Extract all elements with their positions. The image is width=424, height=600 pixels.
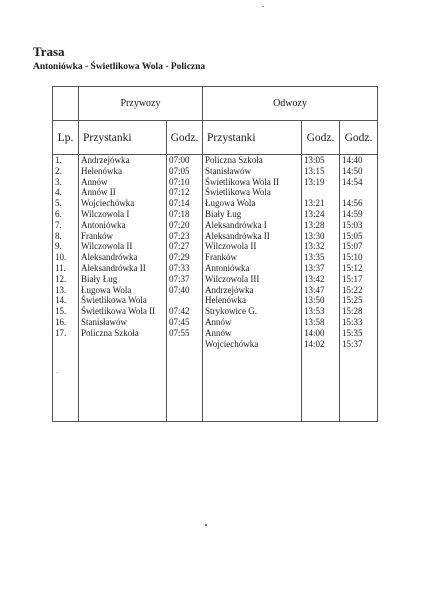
lp-cell: 10. <box>55 252 67 263</box>
return-stops-cell: Annów <box>205 316 232 327</box>
lp-cell: 14. <box>55 295 67 306</box>
return-times-b-cell: 14:59 <box>342 208 363 219</box>
outbound-times-cell: 07:23 <box>169 230 190 241</box>
outbound-times-cell: 07:42 <box>169 306 190 317</box>
return-stops-cell: Wojciechówka <box>205 338 259 349</box>
outbound-stops-cell: Aleksandrówka II <box>81 262 146 273</box>
return-stops-cell: Franków <box>205 252 237 263</box>
return-times-a-cell: 13:24 <box>304 208 325 219</box>
lp-cell: 8. <box>55 230 62 241</box>
group-header-blank <box>53 87 79 121</box>
lp-cell: 13. <box>55 284 67 295</box>
lp-cell: 16. <box>55 316 67 327</box>
outbound-stops-column <box>79 155 167 422</box>
outbound-stops-cell: Policzna Szkoła <box>81 327 139 338</box>
outbound-stops-cell: Świetlikowa Wola <box>81 295 147 306</box>
lp-cell: 5. <box>55 198 62 209</box>
return-times-b-cell: 15:07 <box>342 241 363 252</box>
return-times-a-cell: 13:42 <box>304 273 325 284</box>
outbound-stops-cell: Wilczowola I <box>81 208 130 219</box>
return-times-a-cell: 13:35 <box>304 252 325 263</box>
return-stops-cell: Świetlikowa Wola <box>205 187 271 198</box>
lp-column <box>53 155 79 422</box>
header-return-stops: Przystanki <box>203 121 302 155</box>
return-stops-cell: Aleksandrówka I <box>205 219 267 230</box>
return-stops-cell: Ługowa Wola <box>205 198 256 209</box>
return-times-b-cell: 15:28 <box>342 306 363 317</box>
lp-cell: 7. <box>55 219 62 230</box>
return-times-a-cell: 13:19 <box>304 176 325 187</box>
lp-cell: 2. <box>55 165 62 176</box>
header-return-time-a: Godz. <box>302 121 340 155</box>
outbound-times-cell: 07:10 <box>169 176 190 187</box>
return-times-a-cell: 13:53 <box>304 306 325 317</box>
return-times-a-cell: 13:32 <box>304 241 325 252</box>
group-header-row <box>53 87 378 121</box>
return-stops-cell: Andrzejówka <box>205 284 254 295</box>
return-times-a-column <box>302 155 340 422</box>
timetable <box>52 86 378 422</box>
outbound-stops-cell: Annów II <box>81 187 116 198</box>
lp-cell: 3. <box>55 176 62 187</box>
scan-speck <box>262 6 264 7</box>
lp-cell: 17. <box>55 327 67 338</box>
return-times-a-cell: 14:02 <box>304 338 325 349</box>
lp-cell: 12. <box>55 273 67 284</box>
return-stops-cell: Stanisławów <box>205 165 251 176</box>
return-times-b-cell: 15:22 <box>342 284 363 295</box>
outbound-times-cell: 07:27 <box>169 241 190 252</box>
return-times-b-cell: 15:05 <box>342 230 363 241</box>
scan-speck-bottom <box>205 524 207 526</box>
return-times-a-cell: 13:50 <box>304 295 325 306</box>
lp-cell: 15. <box>55 306 67 317</box>
outbound-stops-cell: Helenówka <box>81 165 122 176</box>
return-stops-cell: Policzna Szkoła <box>205 155 263 165</box>
outbound-times-cell: 07:55 <box>169 327 190 338</box>
header-lp: Lp. <box>53 121 79 155</box>
return-stops-cell: Aleksandrówka II <box>205 230 270 241</box>
outbound-times-cell: 07:33 <box>169 262 190 273</box>
outbound-times-cell <box>169 295 202 306</box>
return-times-b-cell: 15:12 <box>342 262 363 273</box>
return-times-a-cell: 13:58 <box>304 316 325 327</box>
outbound-stops-cell: Ługowa Wola <box>81 284 132 295</box>
return-times-b-cell <box>342 187 377 198</box>
return-times-a-cell: 13:30 <box>304 230 325 241</box>
return-times-b-cell: 15:33 <box>342 316 363 327</box>
route-subtitle: Antoniówka - Świetlikowa Wola - Policzna <box>33 62 206 72</box>
lp-cell: 9. <box>55 241 62 252</box>
return-stops-column <box>203 155 302 422</box>
return-times-b-cell: 15:25 <box>342 295 363 306</box>
outbound-times-cell: 07:12 <box>169 187 190 198</box>
return-times-a-cell: 13:28 <box>304 219 325 230</box>
return-stops-cell: Helenówka <box>205 295 246 306</box>
outbound-stops-cell: Andrzejówka <box>81 155 130 165</box>
lp-cell: 6. <box>55 208 62 219</box>
return-times-b-cell: 15:35 <box>342 327 363 338</box>
return-times-b-cell: 15:10 <box>342 252 363 263</box>
lp-cell: 11. <box>55 262 66 273</box>
return-times-a-cell: 13:37 <box>304 262 325 273</box>
lp-cell: 4. <box>55 187 62 198</box>
scan-dot: . <box>56 366 58 375</box>
outbound-times-cell: 07:45 <box>169 316 190 327</box>
outbound-stops-cell: Antoniówka <box>81 219 126 230</box>
column-header-row <box>53 121 378 155</box>
return-times-b-column <box>340 155 378 422</box>
outbound-stops-cell: Annów <box>81 176 108 187</box>
return-stops-cell: Wilczowola II <box>205 241 257 252</box>
return-times-b-cell: 14:40 <box>342 155 363 165</box>
outbound-times-column <box>167 155 203 422</box>
return-times-b-cell: 15:17 <box>342 273 363 284</box>
return-stops-cell: Wilczowola III <box>205 273 260 284</box>
outbound-stops-cell: Franków <box>81 230 113 241</box>
return-times-a-cell: 13:21 <box>304 198 325 209</box>
outbound-times-cell: 07:00 <box>169 155 190 165</box>
outbound-stops-cell: Wojciechówka <box>81 198 135 209</box>
return-times-a-cell: 13:15 <box>304 165 325 176</box>
return-times-b-cell: 15:37 <box>342 338 363 349</box>
return-times-a-cell: 13:47 <box>304 284 325 295</box>
outbound-stops-cell: Biały Ług <box>81 273 118 284</box>
outbound-stops-cell: Świetlikowa Wola II <box>81 306 156 317</box>
header-return-time-b: Godz. <box>340 121 378 155</box>
return-stops-cell: Strykowice G. <box>205 306 257 317</box>
return-stops-cell: Antoniówka <box>205 262 250 273</box>
lp-cell: 1. <box>55 155 62 165</box>
return-times-b-cell: 14:54 <box>342 176 363 187</box>
outbound-times-cell: 07:29 <box>169 252 190 263</box>
return-stops-cell: Biały Ług <box>205 208 242 219</box>
outbound-times-cell: 07:37 <box>169 273 190 284</box>
outbound-stops-cell: Stanisławów <box>81 316 127 327</box>
outbound-times-cell: 07:40 <box>169 284 190 295</box>
return-times-a-cell <box>304 187 339 198</box>
return-stops-cell: Annów <box>205 327 232 338</box>
outbound-times-cell: 07:18 <box>169 208 190 219</box>
return-times-a-cell: 14:00 <box>304 327 325 338</box>
outbound-times-cell: 07:20 <box>169 219 190 230</box>
return-times-a-cell: 13:05 <box>304 155 325 165</box>
return-stops-cell: Świetlikowa Wola II <box>205 176 280 187</box>
return-times-b-cell: 15:03 <box>342 219 363 230</box>
return-times-b-cell: 14:56 <box>342 198 363 209</box>
return-times-b-cell: 14:50 <box>342 165 363 176</box>
page-title: Trasa <box>33 44 65 59</box>
outbound-stops-cell: Wilczowola II <box>81 241 133 252</box>
table-body-row <box>53 155 378 422</box>
group-header-return: Odwozy <box>203 87 378 121</box>
outbound-stops-cell: Aleksandrówka <box>81 252 138 263</box>
outbound-times-cell: 07:14 <box>169 198 190 209</box>
header-outbound-stops: Przystanki <box>79 121 167 155</box>
outbound-times-cell: 07:05 <box>169 165 190 176</box>
header-outbound-time: Godz. <box>167 121 203 155</box>
group-header-outbound: Przywozy <box>79 87 203 121</box>
